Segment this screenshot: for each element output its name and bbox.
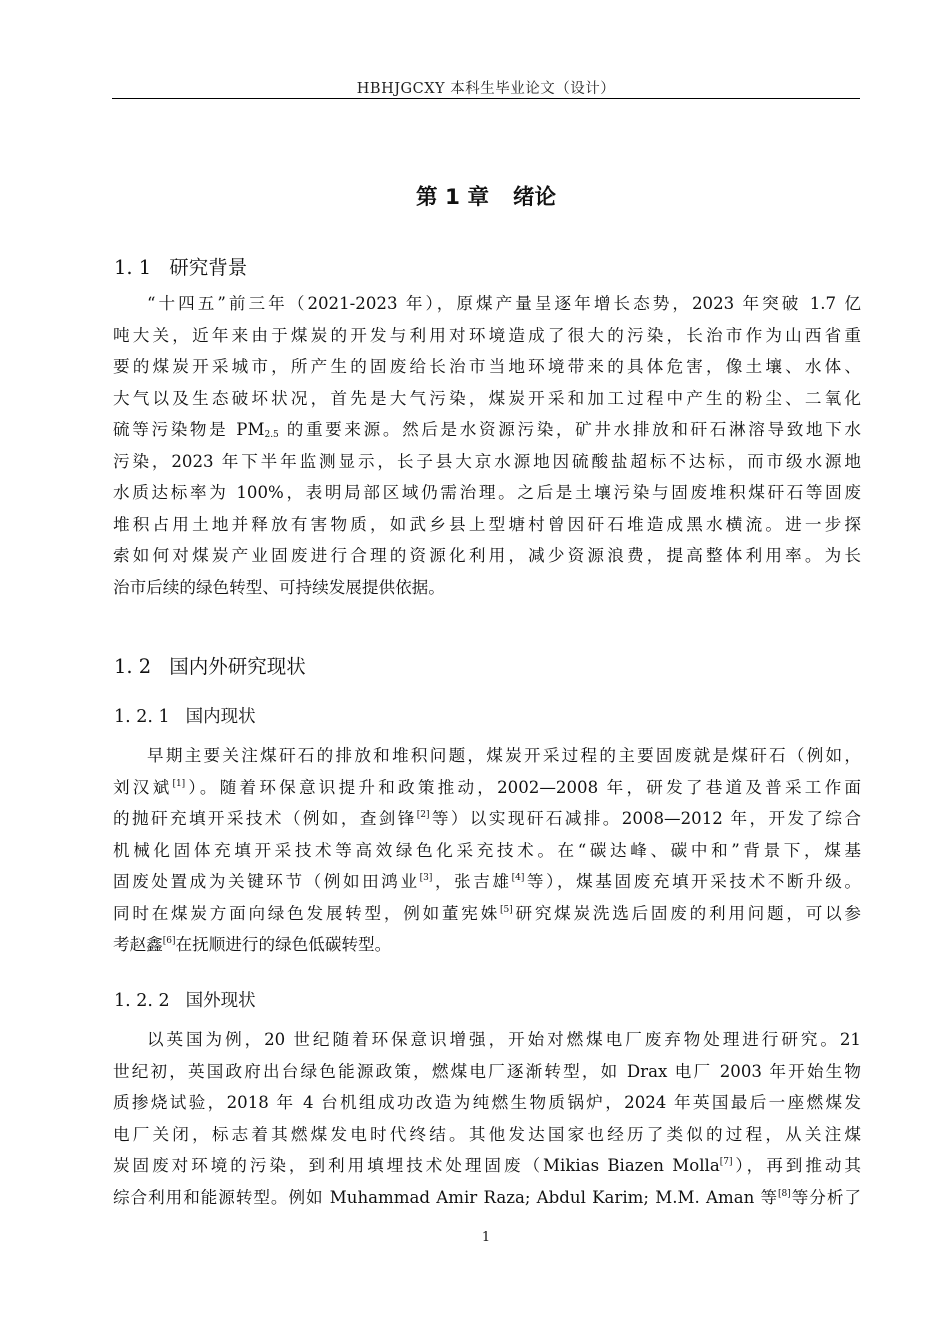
text-run: 刘汉斌 (113, 777, 173, 797)
citation-ref: [5] (499, 904, 513, 915)
section-title: 国外现状 (185, 991, 256, 1011)
paragraph-foreign (113, 1024, 861, 1213)
text-line: 堆积占用土地并释放有害物质，如武乡县上型塘村曾因矸石堆造成黑水横流。进一步探 (113, 514, 861, 534)
section-title: 国内现状 (185, 707, 256, 727)
section-title: 国内外研究现状 (169, 655, 306, 678)
text-run: 等），煤基固废充填开采技术不断升级。 (524, 872, 862, 891)
text-line: 电厂关闭，标志着其燃煤发电时代终结。其他发达国家也经历了类似的过程，从关注煤 (113, 1124, 861, 1144)
text-line (113, 414, 861, 446)
text-line: 世纪初，英国政府出台绿色能源政策，燃煤电厂逐渐转型，如 Drax 电厂 2003 年开始生物 (113, 1061, 861, 1081)
text-run: ），再到推动其 (732, 1156, 862, 1175)
text-run: 在抚顺进行的绿色低碳转型。 (175, 935, 392, 954)
text-line: 吨大关，近年来由于煤炭的开发与利用对环境造成了很大的污染，长治市作为山西省重 (113, 325, 861, 345)
subscript: 2.5 (264, 430, 279, 440)
text-line (113, 898, 861, 930)
citation-ref: [4] (511, 873, 525, 883)
citation-ref: [6] (162, 936, 176, 946)
text-line (113, 866, 861, 898)
text-line: 索如何对煤炭产业固废进行合理的资源化利用，减少资源浪费，提高整体利用率。为长 (113, 546, 861, 565)
text-line: 大气以及生态破坏状况，首先是大气污染，煤炭开采和加工过程中产生的粉尘、二氧化 (113, 388, 861, 408)
page-number: 1 (481, 1230, 491, 1245)
text-run: 的重要来源。然后是水资源污染，矿井水排放和矸石淋溶导致地下水 (278, 420, 861, 439)
text-line: 以英国为例，20 世纪随着环保意识增强，开始对燃煤电厂废弃物处理进行研究。21 (147, 1030, 861, 1049)
text-run: ，张吉雄 (432, 872, 512, 891)
text-line (113, 929, 861, 961)
chapter-name: 绪论 (512, 185, 556, 210)
text-line: 质掺烧试验，2018 年 4 台机组成功改造为纯燃生物质锅炉，2024 年英国最后一座燃煤发 (113, 1093, 861, 1112)
chapter-label: 第 1 章 (416, 185, 489, 210)
citation-ref: [2] (416, 810, 430, 820)
text-line: 要的煤炭开采城市，所产生的固废给长治市当地环境带来的具体危害，像土壤、水体、 (113, 357, 861, 376)
section-number: 1. 2. 2 (114, 991, 170, 1011)
paragraph-background (113, 288, 861, 603)
paragraph-domestic (113, 740, 861, 961)
citation-ref: [3] (419, 873, 433, 883)
text-line: 机械化固体充填开采技术等高效绿色化采充技术。在“碳达峰、碳中和”背景下，煤基 (113, 840, 861, 860)
text-run: 等分析了 (790, 1187, 861, 1207)
text-run: 炭固废对环境的污染，到利用填埋技术处理固废（Mikias Biazen Molla (113, 1156, 720, 1175)
text-run: 综合利用和能源转型。例如 Muhammad Amir Raza; Abdul Karim; M.M. Aman 等 (113, 1187, 779, 1207)
citation-ref: [8] (778, 1188, 791, 1199)
text-line: 治市后续的绿色转型、可持续发展提供依据。 (113, 577, 445, 597)
running-header: HBHJGCXY 本科生毕业论文（设计） (356, 81, 616, 97)
citation-ref: [7] (719, 1157, 733, 1167)
text-line (113, 1182, 861, 1214)
section-number: 1. 2 (114, 655, 152, 678)
text-line: “十四五”前三年（2021-2023 年），原煤产量呈逐年增长态势，2023 年突破 1.7 亿 (147, 294, 861, 313)
text-run: 固废处置成为关键环节（例如田鸿业 (113, 872, 420, 891)
section-1-2-1-heading (114, 703, 256, 728)
text-line (113, 803, 861, 835)
text-run: 的抛矸充填开采技术（例如，查剑锋 (113, 809, 417, 828)
text-run: 硫等污染物是 PM (113, 420, 265, 439)
text-run: 研究煤炭洗选后固废的利用问题，可以参 (512, 903, 862, 923)
citation-ref: [1] (172, 778, 186, 789)
text-run: 等）以实现矸石减排。2008—2012 年，开发了综合 (429, 809, 862, 828)
header-rule (112, 98, 860, 99)
text-run: ）。随着环保意识提升和政策推动，2002—2008 年，研发了巷道及普采工作面 (185, 777, 861, 797)
section-1-2-2-heading (114, 987, 256, 1012)
text-line: 污染，2023 年下半年监测显示，长子县大京水源地因硫酸盐超标不达标，而市级水源地 (113, 451, 861, 471)
section-1-1-heading (114, 252, 247, 280)
text-line: 水质达标率为 100%，表明局部区域仍需治理。之后是土壤污染与固废堆积煤矸石等固废 (113, 483, 861, 502)
section-1-2-heading (114, 651, 306, 679)
text-line (113, 772, 861, 804)
text-line (113, 1150, 861, 1182)
section-title: 研究背景 (169, 256, 248, 279)
section-number: 1. 1 (114, 256, 152, 279)
text-run: 考赵鑫 (113, 935, 163, 954)
section-number: 1. 2. 1 (114, 707, 170, 727)
text-run: 同时在煤炭方面向绿色发展转型，例如董宪姝 (113, 903, 500, 923)
text-line: 早期主要关注煤矸石的排放和堆积问题，煤炭开采过程的主要固废就是煤矸石（例如， (147, 746, 861, 765)
chapter-title (112, 180, 860, 211)
